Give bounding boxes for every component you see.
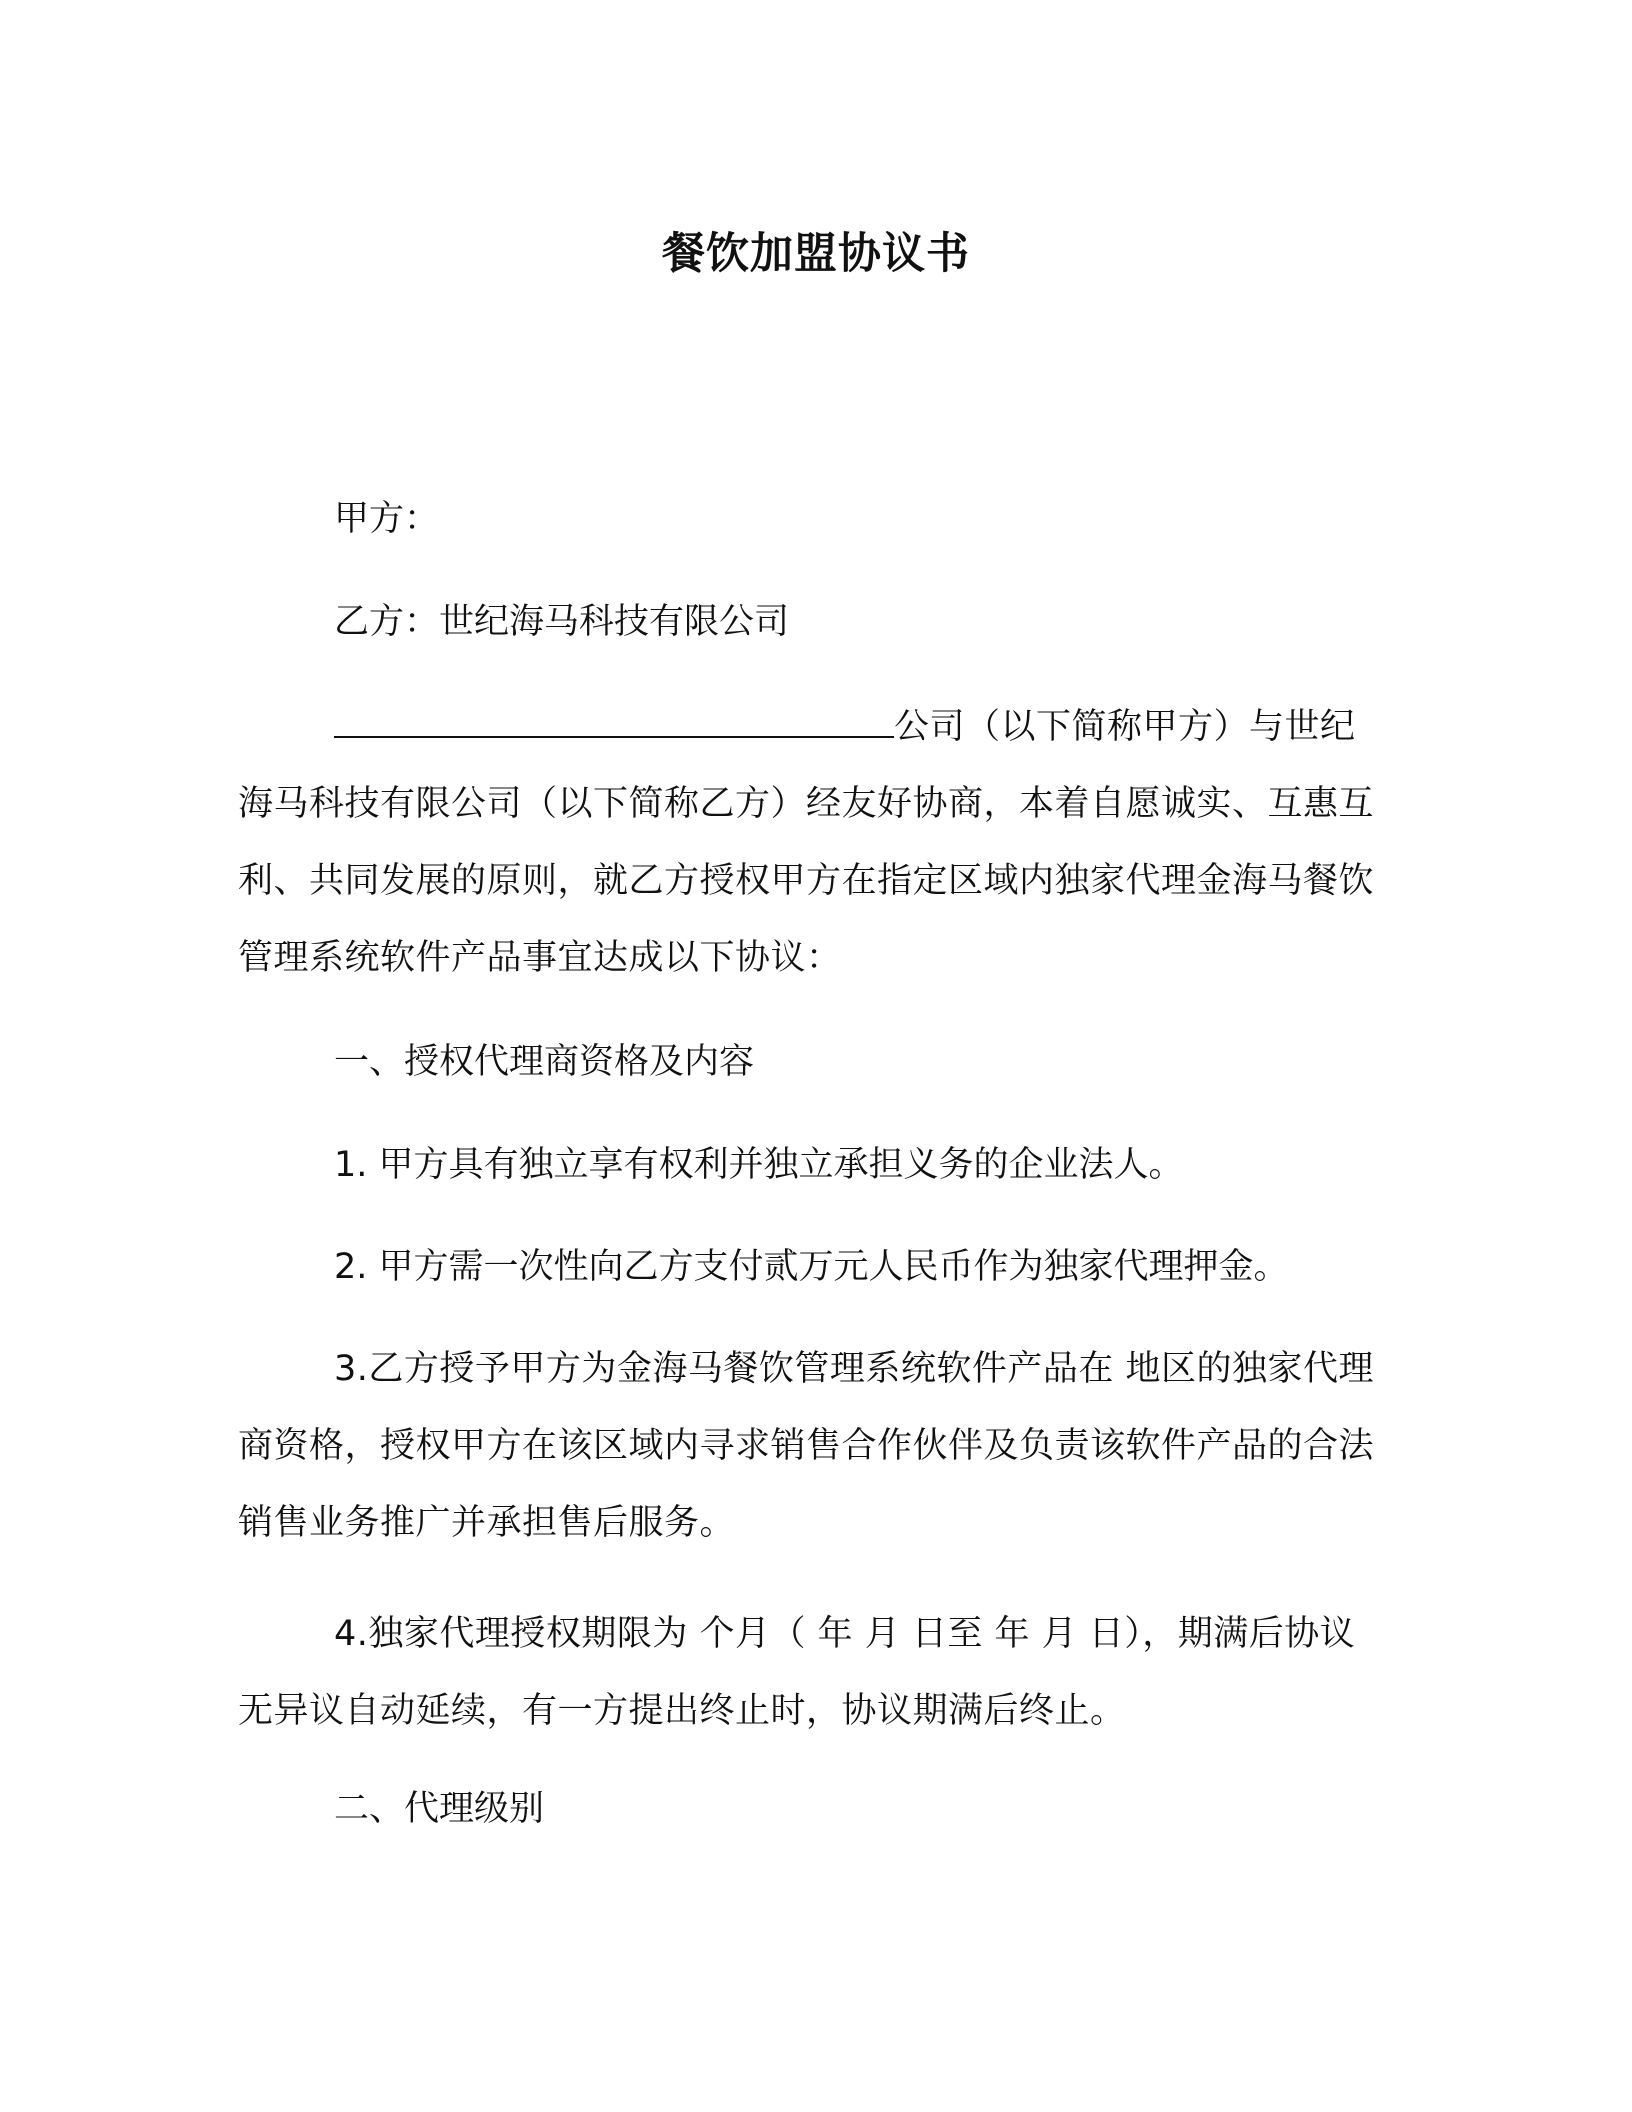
clause-3: 3.乙方授予甲方为金海马餐饮管理系统软件产品在 地区的独家代理商资格，授权甲方在该区域内寻求销售合作伙伴及负责该软件产品的合法销售业务推广并承担售后服务。 — [238, 1349, 1375, 1543]
clause-2: 2. 甲方需一次性向乙方支付贰万元人民币作为独家代理押金。 — [334, 1247, 1289, 1287]
clause-4: 4.独家代理授权期限为 个月（ 年 月 日至 年 月 日），期满后协议无异议自动延续，有一方提出终止时，协议期满后终止。 — [238, 1614, 1356, 1731]
intro-paragraph — [238, 689, 1378, 997]
party-b-line: 乙方：世纪海马科技有限公司 — [334, 602, 790, 642]
section-2-heading: 二、代理级别 — [334, 1789, 545, 1829]
document-title: 餐饮加盟协议书 — [662, 229, 970, 279]
clause-1: 1. 甲方具有独立享有权利并独立承担义务的企业法人。 — [334, 1145, 1184, 1185]
party-a-label: 甲方： — [334, 499, 440, 539]
party-a-blank — [334, 706, 894, 738]
section-1-heading: 一、授权代理商资格及内容 — [334, 1042, 755, 1082]
intro-text: 公司（以下简称甲方）与世纪海马科技有限公司（以下简称乙方）经友好协商，本着自愿诚实、互惠互利、共同发展的原则，就乙方授权甲方在指定区域内独家代理金海马餐饮管理系统软件产品事宜达成以下协议： — [238, 707, 1375, 978]
